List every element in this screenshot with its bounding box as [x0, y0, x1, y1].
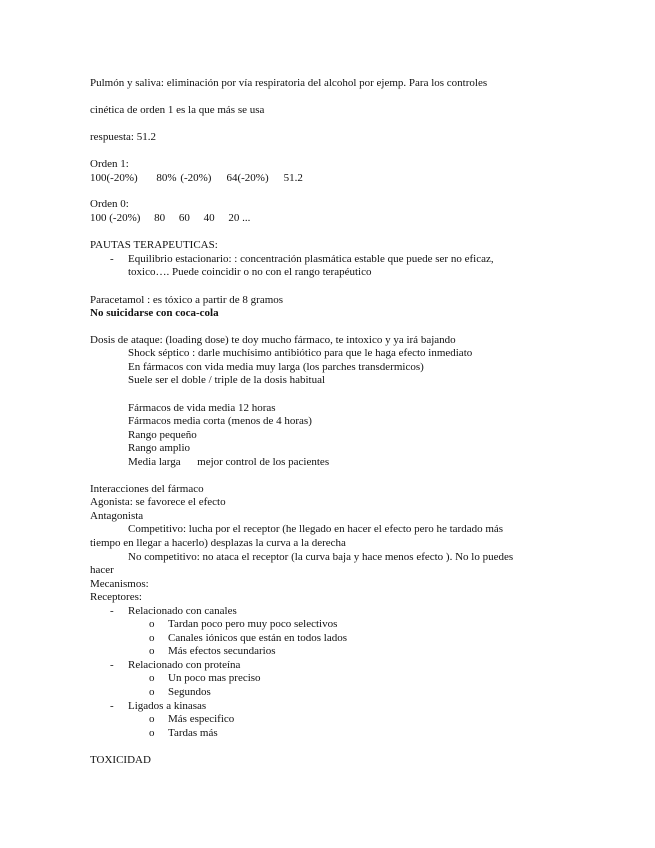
pautas-heading: PAUTAS TERAPEUTICAS: — [90, 239, 218, 251]
text-line: Paracetamol : es tóxico a partir de 8 gramos — [90, 294, 284, 306]
sub-bullet-text: Segundos — [168, 686, 211, 698]
text-line: Mecanismos: — [90, 578, 149, 590]
orden0-values: 100 (-20%) 80 60 40 20 ... — [90, 212, 251, 224]
bullet-circle: o — [149, 618, 155, 630]
bullet-circle: o — [149, 632, 155, 644]
text-line: Antagonista — [90, 510, 144, 522]
bullet-dash: - — [110, 700, 114, 712]
bullet-dash: - — [110, 605, 114, 617]
bullet-dash: - — [110, 253, 114, 265]
sub-bullet-text: Un poco mas preciso — [168, 672, 261, 684]
text-line: Shock séptico : darle muchísimo antibiótico para que le haga efecto inmediato — [128, 347, 473, 359]
text-line: Pulmón y saliva: eliminación por vía respiratoria del alcohol por ejemp. Para los controles — [90, 77, 488, 89]
text-line: No competitivo: no ataca el receptor (la curva baja y hace menos efecto ). No lo puedes — [128, 551, 514, 563]
text-line: Rango pequeño — [128, 429, 197, 441]
bullet-circle: o — [149, 713, 155, 725]
orden1-values: 100(-20%) 80% (-20%) 64(-20%) 51.2 — [90, 172, 303, 184]
bullet-text: Ligados a kinasas — [128, 700, 207, 712]
text-line: respuesta: 51.2 — [90, 131, 156, 143]
text-line: Receptores: — [90, 591, 142, 603]
text-line: En fármacos con vida media muy larga (los parches transdermicos) — [128, 361, 424, 373]
text-line: tiempo en llegar a hacerlo) desplazas la curva a la derecha — [90, 537, 346, 549]
sub-bullet-text: Más especifico — [168, 713, 235, 725]
sub-bullet-text: Tardan poco pero muy poco selectivos — [168, 618, 338, 630]
bullet-circle: o — [149, 727, 155, 739]
bullet-circle: o — [149, 645, 155, 657]
bullet-text: toxico…. Puede coincidir o no con el rango terapéutico — [128, 266, 372, 278]
bullet-text: Relacionado con proteína — [128, 659, 241, 671]
text-line: Suele ser el doble / triple de la dosis habitual — [128, 374, 326, 386]
sub-bullet-text: Más efectos secundarios — [168, 645, 276, 657]
text-line: Agonista: se favorece el efecto — [90, 496, 226, 508]
bullet-text: Equilibrio estacionario: : concentración plasmática estable que puede ser no eficaz, — [128, 253, 494, 265]
bullet-dash: - — [110, 659, 114, 671]
orden1-title: Orden 1: — [90, 158, 129, 170]
text-line: Fármacos de vida media 12 horas — [128, 402, 276, 414]
sub-bullet-text: Canales iónicos que están en todos lados — [168, 632, 348, 644]
bullet-circle: o — [149, 686, 155, 698]
text-line: Dosis de ataque: (loading dose) te doy mucho fármaco, te intoxico y ya irá bajando — [90, 334, 456, 346]
toxicidad-heading: TOXICIDAD — [90, 754, 151, 766]
sub-bullet-text: Tardas más — [168, 727, 218, 739]
text-line: Rango amplio — [128, 442, 191, 454]
text-line: Fármacos media corta (menos de 4 horas) — [128, 415, 312, 427]
orden0-title: Orden 0: — [90, 198, 129, 210]
text-line: Competitivo: lucha por el receptor (he llegado en hacer el efecto pero he tardado más — [128, 523, 504, 535]
bullet-circle: o — [149, 672, 155, 684]
text-line: cinética de orden 1 es la que más se usa — [90, 104, 265, 116]
text-line: hacer — [90, 564, 114, 576]
text-line: Interacciones del fármaco — [90, 483, 204, 495]
text-line: Media larga mejor control de los pacientes — [128, 456, 330, 468]
bold-line: No suicidarse con coca-cola — [90, 307, 219, 319]
bullet-text: Relacionado con canales — [128, 605, 237, 617]
